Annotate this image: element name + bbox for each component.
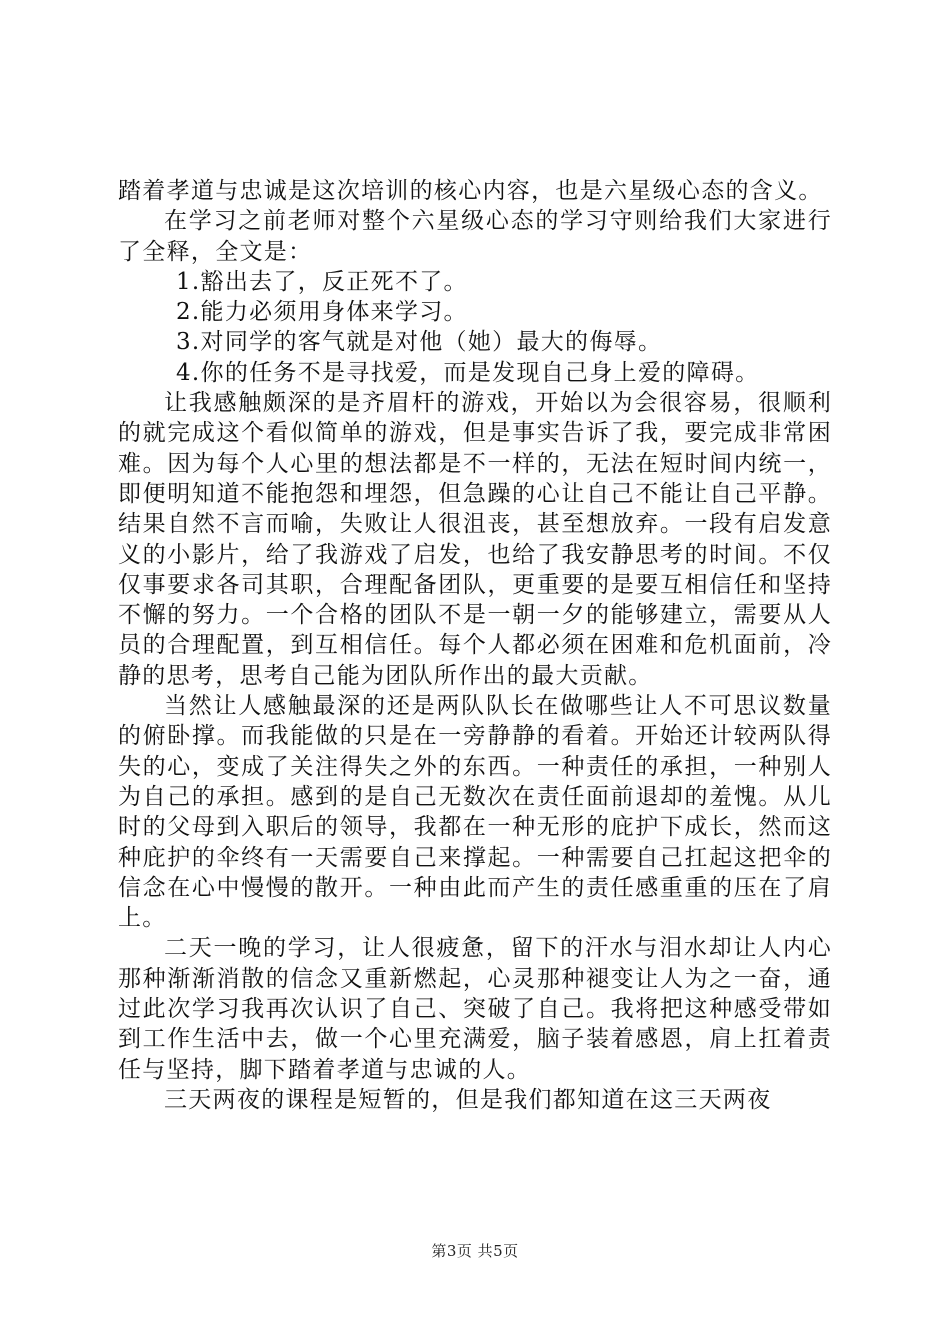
list-item: 2.能力必须用身体来学习。: [176, 299, 468, 326]
paragraph: 当然让人感触最深的还是两队队长在做哪些让人不可思议数量的俯卧撑。而我能做的只是在一旁静静的看着。开始还计较两队得失的心，变成了关注得失之外的东西。一种责任的承担，一种别人为自己的承担。感到的是自己无数次在责任面前退却的羞愧。从儿时的父母到入职后的领导，我都在一种无形的庇护下成长，然而这种庇护的伞终有一天需要自己来撑起。一种需要自己扛起这把伞的信念在心中慢慢的散开。一种由此而产生的责任感重重的压在了肩上。: [118, 693, 832, 932]
paragraph: 让我感触颇深的是齐眉杆的游戏，开始以为会很容易，很顺利的就完成这个看似简单的游戏，但是事实告诉了我，要完成非常困难。因为每个人心里的想法都是不一样的，无法在短时间内统一，即便明知道不能抱怨和埋怨，但急躁的心让自己不能让自己平静。结果自然不言而喻，失败让人很沮丧，甚至想放弃。一段有启发意义的小影片，给了我游戏了启发，也给了我安静思考的时间。不仅仅事要求各司其职，合理配备团队，更重要的是要互相信任和坚持不懈的努力。一个合格的团队不是一朝一夕的能够建立，需要从人员的合理配置，到互相信任。每个人都必须在困难和危机面前，冷静的思考，思考自己能为团队所作出的最大贡献。: [118, 390, 832, 689]
page-footer: 第3页 共5页: [431, 1242, 519, 1260]
list-item: 1.豁出去了，反正死不了。: [176, 268, 468, 295]
paragraph: 三天两夜的课程是短暂的，但是我们都知道在这三天两夜: [164, 1086, 772, 1113]
list-item: 4.你的任务不是寻找爱，而是发现自己身上爱的障碍。: [176, 359, 760, 386]
paragraph: 踏着孝道与忠诚是这次培训的核心内容，也是六星级心态的含义。: [118, 178, 823, 204]
paragraph: 二天一晚的学习，让人很疲惫，留下的汗水与泪水却让人内心那种渐渐消散的信念又重新燃起，心灵那种褪变让人为之一奋，通过此次学习我再次认识了自己、突破了自己。我将把这种感受带如到工作生活中去，做一个心里充满爱，脑子装着感恩，肩上扛着责任与坚持，脚下踏着孝道与忠诚的人。: [118, 935, 832, 1083]
document-body: [118, 176, 832, 1115]
list-item: 3.对同学的客气就是对他（她）最大的侮辱。: [176, 329, 663, 356]
paragraph: 在学习之前老师对整个六星级心态的学习守则给我们大家进行了全释，全文是：: [118, 208, 832, 265]
